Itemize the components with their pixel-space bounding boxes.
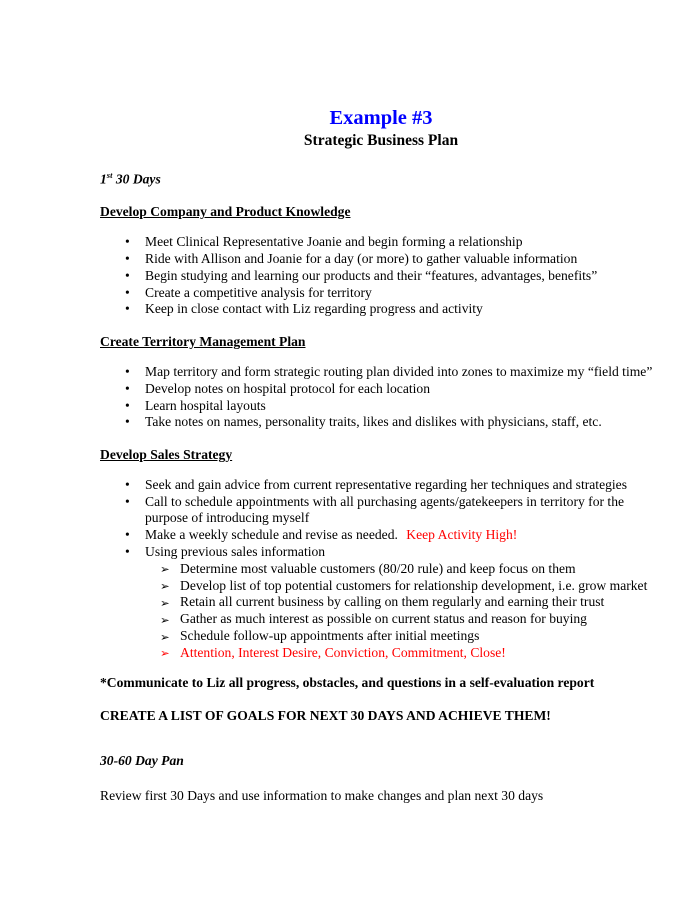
list-item-text: Call to schedule appointments with all purchasing agents/gatekeepers in territory for the purpose of introducing myself: [145, 493, 625, 526]
footnote-line: *Communicate to Liz all progress, obstacles, and questions in a self-evaluation report: [100, 674, 595, 690]
list-item-text: Meet Clinical Representative Joanie and begin forming a relationship: [145, 234, 523, 250]
arrow-icon: ➢: [160, 579, 170, 594]
section: [100, 204, 662, 318]
bullet-list: [100, 234, 662, 318]
bullet-icon: •: [125, 397, 130, 413]
section: [100, 447, 662, 662]
bullet-icon: •: [125, 493, 130, 509]
section: [100, 334, 662, 431]
list-item-text: Attention, Interest Desire, Conviction, Commitment, Close!: [180, 644, 506, 660]
goal-line: CREATE A LIST OF GOALS FOR NEXT 30 DAYS AND ACHIEVE THEM!: [100, 708, 551, 724]
bullet-icon: •: [125, 284, 130, 300]
bullet-icon: •: [125, 363, 130, 379]
list-item-text: Retain all current business by calling on them regularly and earning their trust: [180, 594, 605, 610]
list-item: [100, 494, 662, 528]
bullet-icon: •: [125, 476, 130, 492]
doc-title: Example #3: [329, 107, 433, 129]
list-item: [100, 561, 662, 578]
section-heading: Develop Sales Strategy: [100, 447, 233, 463]
phase1-rest: 30 Days: [112, 171, 161, 187]
phase1-prefix: 1: [100, 171, 107, 187]
list-item-text: Make a weekly schedule and revise as needed. Keep Activity High!: [145, 527, 518, 543]
list-item-text: Learn hospital layouts: [145, 397, 266, 413]
bullet-icon: •: [125, 380, 130, 396]
bullet-icon: •: [125, 250, 130, 266]
list-item: [100, 268, 662, 285]
phase2-heading: 30-60 Day Pan: [100, 753, 184, 769]
list-item-text: Develop notes on hospital protocol for each location: [145, 380, 431, 396]
bullet-list: [100, 364, 662, 431]
list-item-text: Using previous sales information: [145, 544, 326, 560]
list-item-text: Begin studying and learning our products and their “features, advantages, benefits”: [145, 267, 598, 283]
list-item: [100, 544, 662, 561]
arrow-icon: ➢: [160, 629, 170, 644]
list-item-text: Determine most valuable customers (80/20 rule) and keep focus on them: [180, 560, 576, 576]
bullet-icon: •: [125, 414, 130, 430]
list-item: [100, 611, 662, 628]
list-item: [100, 628, 662, 645]
bullet-icon: •: [125, 527, 130, 543]
list-item-text: Gather as much interest as possible on current status and reason for buying: [180, 611, 587, 627]
list-item: [100, 414, 662, 431]
section-heading: Develop Company and Product Knowledge: [100, 204, 351, 220]
list-item: [100, 364, 662, 381]
list-item-text: Create a competitive analysis for territory: [145, 284, 372, 300]
list-item-text: Develop list of top potential customers for relationship development, i.e. grow market: [180, 577, 648, 593]
list-item: [100, 398, 662, 415]
list-item-text: Seek and gain advice from current representative regarding her techniques and strategies: [145, 476, 627, 492]
list-item: [100, 285, 662, 302]
list-item: [100, 594, 662, 611]
phase2-text: Review first 30 Days and use information to make changes and plan next 30 days: [100, 788, 544, 804]
list-item: [100, 645, 662, 662]
arrow-icon: ➢: [160, 612, 170, 627]
list-item: [100, 477, 662, 494]
doc-subtitle: Strategic Business Plan: [303, 132, 459, 149]
list-item-text: Keep in close contact with Liz regarding progress and activity: [145, 301, 483, 317]
list-item: [100, 578, 662, 595]
bullet-icon: •: [125, 544, 130, 560]
bullet-icon: •: [125, 234, 130, 250]
bullet-icon: •: [125, 301, 130, 317]
list-item-text: Take notes on names, personality traits, likes and dislikes with physicians, staff, etc.: [145, 414, 602, 430]
list-item-text: Map territory and form strategic routing plan divided into zones to maximize my “field time”: [145, 363, 653, 379]
bullet-list: [100, 477, 662, 662]
highlight-text: Keep Activity High!: [406, 527, 518, 543]
arrow-icon: ➢: [160, 562, 170, 577]
list-item: [100, 527, 662, 544]
arrow-icon: ➢: [160, 595, 170, 610]
phase1-ordinal-suffix: st: [106, 170, 113, 180]
bullet-icon: •: [125, 267, 130, 283]
phase1-heading: [100, 167, 662, 188]
list-item: [100, 234, 662, 251]
arrow-icon: ➢: [160, 646, 170, 661]
list-item: [100, 301, 662, 318]
sections-container: [100, 204, 662, 661]
list-item: [100, 251, 662, 268]
section-heading: Create Territory Management Plan: [100, 334, 306, 350]
list-item: [100, 381, 662, 398]
list-item-text: Ride with Allison and Joanie for a day (or more) to gather valuable information: [145, 250, 578, 266]
list-item-text: Schedule follow-up appointments after initial meetings: [180, 628, 480, 644]
